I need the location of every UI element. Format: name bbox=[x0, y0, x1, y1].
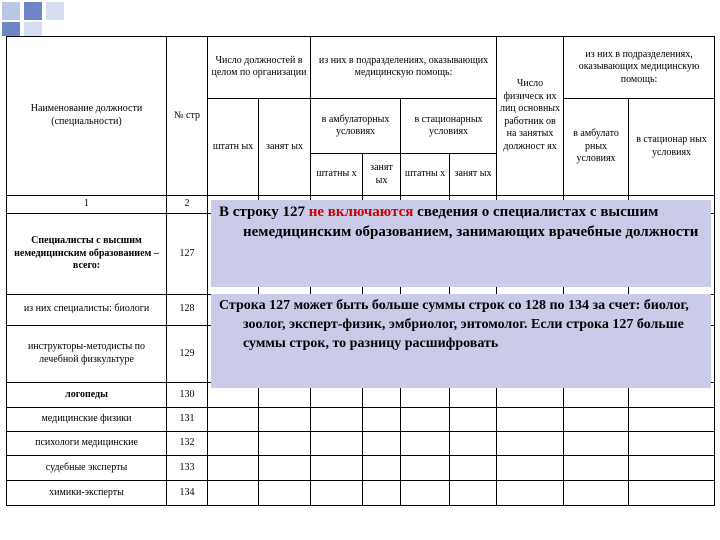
row-name: логопеды bbox=[7, 383, 167, 408]
header-physical-workers: Число физическ их лиц основных работник ов на занятых должност ях bbox=[497, 37, 564, 196]
empty-cell bbox=[629, 456, 715, 481]
empty-cell bbox=[401, 456, 450, 481]
header-num: № стр bbox=[167, 37, 208, 196]
empty-cell bbox=[311, 481, 363, 506]
row-number: 127 bbox=[167, 214, 208, 294]
header-zanyat: занят ых bbox=[259, 98, 311, 195]
table-row bbox=[7, 408, 715, 432]
corner-square bbox=[24, 2, 42, 20]
empty-cell bbox=[311, 456, 363, 481]
empty-cell bbox=[497, 408, 564, 432]
empty-cell bbox=[450, 408, 497, 432]
empty-cell bbox=[363, 431, 401, 456]
callout1-post: сведения о специалистах с высшим немедицинским образованием, занимающих врачебные должности bbox=[243, 204, 699, 240]
empty-cell bbox=[564, 408, 629, 432]
row-number: 130 bbox=[167, 383, 208, 408]
empty-cell bbox=[363, 408, 401, 432]
header-ambulatory: в амбулаторных условиях bbox=[311, 98, 401, 154]
empty-cell bbox=[564, 481, 629, 506]
empty-cell bbox=[401, 408, 450, 432]
empty-cell bbox=[311, 408, 363, 432]
header-shtat: штатн ых bbox=[208, 98, 259, 195]
empty-cell bbox=[497, 431, 564, 456]
row-number: 131 bbox=[167, 408, 208, 432]
empty-cell bbox=[259, 408, 311, 432]
table-row bbox=[7, 481, 715, 506]
row-name: психологи медицинские bbox=[7, 431, 167, 456]
empty-cell bbox=[497, 456, 564, 481]
row-name: медицинские физики bbox=[7, 408, 167, 432]
row-number: 133 bbox=[167, 456, 208, 481]
empty-cell bbox=[450, 431, 497, 456]
callout2-text: Строка 127 может быть больше суммы строк со 128 по 134 за счет: биолог, зоолог, эксперт-физик, эмбриолог, энтомолог. Если строка 127 больше суммы строк, то разницу расшифровать bbox=[219, 298, 689, 351]
empty-cell bbox=[497, 481, 564, 506]
table-row bbox=[7, 431, 715, 456]
empty-cell bbox=[401, 481, 450, 506]
header-stat-shtat: штатны х bbox=[401, 154, 450, 195]
empty-cell bbox=[259, 456, 311, 481]
header-stat-zanyat: занят ых bbox=[450, 154, 497, 195]
header-depts-help: из них в подразделениях, оказывающих медицинскую помощь: bbox=[311, 37, 497, 99]
empty-cell bbox=[401, 431, 450, 456]
header-stationary-2: в стационар ных условиях bbox=[629, 98, 715, 195]
empty-cell bbox=[259, 481, 311, 506]
header-ambulatory-2: в амбулато рных условиях bbox=[564, 98, 629, 195]
header-name: Наименование должности (специальности) bbox=[7, 37, 167, 196]
empty-cell bbox=[208, 456, 259, 481]
index-cell: 1 bbox=[7, 195, 167, 214]
empty-cell bbox=[450, 481, 497, 506]
row-name: из них специалисты: биологи bbox=[7, 294, 167, 325]
empty-cell bbox=[259, 431, 311, 456]
callout-row-127-sum-note bbox=[211, 294, 711, 388]
header-amb-zanyat: занят ых bbox=[363, 154, 401, 195]
empty-cell bbox=[363, 456, 401, 481]
index-cell: 2 bbox=[167, 195, 208, 214]
header-depts-help-2: из них в подразделениях, оказывающих медицинскую помощь: bbox=[564, 37, 715, 99]
empty-cell bbox=[208, 481, 259, 506]
header-total-org: Число должностей в целом по организации bbox=[208, 37, 311, 99]
empty-cell bbox=[311, 431, 363, 456]
callout1-pre: В строку 127 bbox=[219, 204, 309, 220]
empty-cell bbox=[450, 456, 497, 481]
empty-cell bbox=[208, 408, 259, 432]
callout-row-127-note bbox=[211, 200, 711, 287]
row-name: судебные эксперты bbox=[7, 456, 167, 481]
row-number: 134 bbox=[167, 481, 208, 506]
row-name: инструкторы-методисты по лечебной физкультуре bbox=[7, 325, 167, 383]
empty-cell bbox=[629, 481, 715, 506]
row-name: химики-эксперты bbox=[7, 481, 167, 506]
header-amb-shtat: штатны х bbox=[311, 154, 363, 195]
empty-cell bbox=[208, 431, 259, 456]
corner-square bbox=[2, 2, 20, 20]
corner-square bbox=[46, 2, 64, 20]
header-stationary: в стационарных условиях bbox=[401, 98, 497, 154]
corner-square bbox=[2, 22, 20, 36]
row-number: 132 bbox=[167, 431, 208, 456]
empty-cell bbox=[363, 481, 401, 506]
row-number: 129 bbox=[167, 325, 208, 383]
callout1-highlight: не включаются bbox=[308, 204, 414, 220]
empty-cell bbox=[629, 408, 715, 432]
table-row bbox=[7, 456, 715, 481]
corner-square bbox=[24, 22, 42, 36]
row-number: 128 bbox=[167, 294, 208, 325]
row-name: Специалисты с высшим немедицинским образованием – всего: bbox=[7, 214, 167, 294]
empty-cell bbox=[629, 431, 715, 456]
empty-cell bbox=[564, 456, 629, 481]
empty-cell bbox=[564, 431, 629, 456]
